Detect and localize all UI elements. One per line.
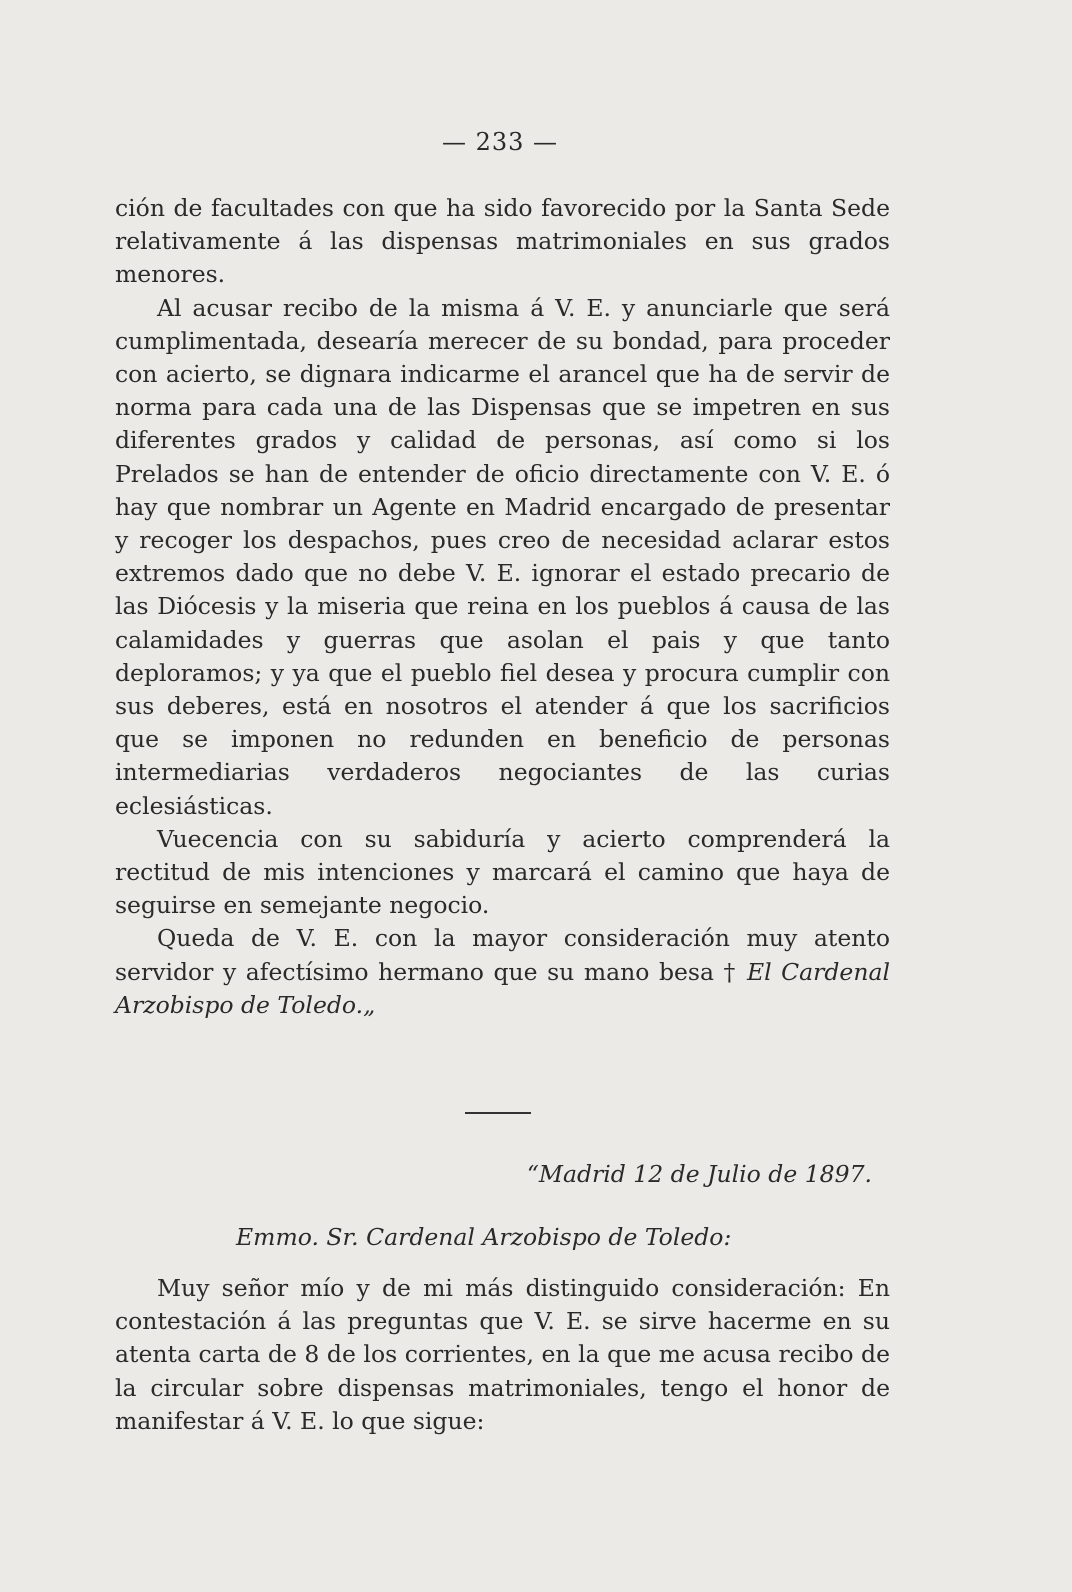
page-number: — 233 — bbox=[441, 128, 559, 156]
continuation-paragraph: ción de facultades con que ha sido favorecido por la Santa Sede relativamente á las dispensas matrimoniales en sus grados menores. bbox=[115, 194, 890, 289]
signature: El Cardenal Arzobispo de Toledo.„ bbox=[115, 957, 890, 1019]
dateline: “Madrid 12 de Julio de 1897. bbox=[526, 1160, 872, 1188]
salutation: Emmo. Sr. Cardenal Arzobispo de Toledo: bbox=[236, 1223, 732, 1251]
letter-cardinal-body bbox=[115, 192, 890, 1022]
section-divider bbox=[465, 1112, 531, 1114]
body-paragraph-request: Al acusar recibo de la misma á V. E. y anunciarle que será cumplimentada, desearía merecer de su bondad, para proceder con acierto, se dignara indicarme el arancel que ha de servir de norma para cada una de las Dispensas que se impetren en sus diferentes grados y calidad de personas, así como si los Prelados se han de entender de oficio directamente con V. E. ó hay que nombrar un Agente en Madrid encargado de presentar y recoger los despachos, pues creo de necesidad aclarar estos extremos dado que no debe V. E. ignorar el estado precario de las Diócesis y la miseria que reina en los pueblos á causa de las calamidades y guerras que asolan el pais y que tanto deploramos; y ya que el pueblo fiel desea y procura cumplir con sus deberes, está en nosotros el atender á que los sacrificios que se imponen no redunden en beneficio de personas intermediarias verdaderos negociantes de las curias eclesiásticas. bbox=[115, 293, 890, 820]
letter-reply-body bbox=[115, 1272, 890, 1438]
body-paragraph-intentions: Vuecencia con su sabiduría y acierto comprenderá la rectitud de mis intenciones y marcará el camino que haya de seguirse en semejante negocio. bbox=[115, 824, 890, 920]
closing-text: Queda de V. E. con la mayor consideración muy atento servidor y afectísimo hermano que su mano besa † bbox=[115, 924, 890, 986]
reply-paragraph: Muy señor mío y de mi más distinguido consideración: En contestación á las preguntas que V. E. se sirve hacerme en su atenta carta de 8 de los corrientes, en la que me acusa recibo de la circular sobre dispensas matrimoniales, tengo el honor de manifestar á V. E. lo que sigue: bbox=[115, 1274, 890, 1435]
closing-paragraph bbox=[115, 922, 890, 1022]
